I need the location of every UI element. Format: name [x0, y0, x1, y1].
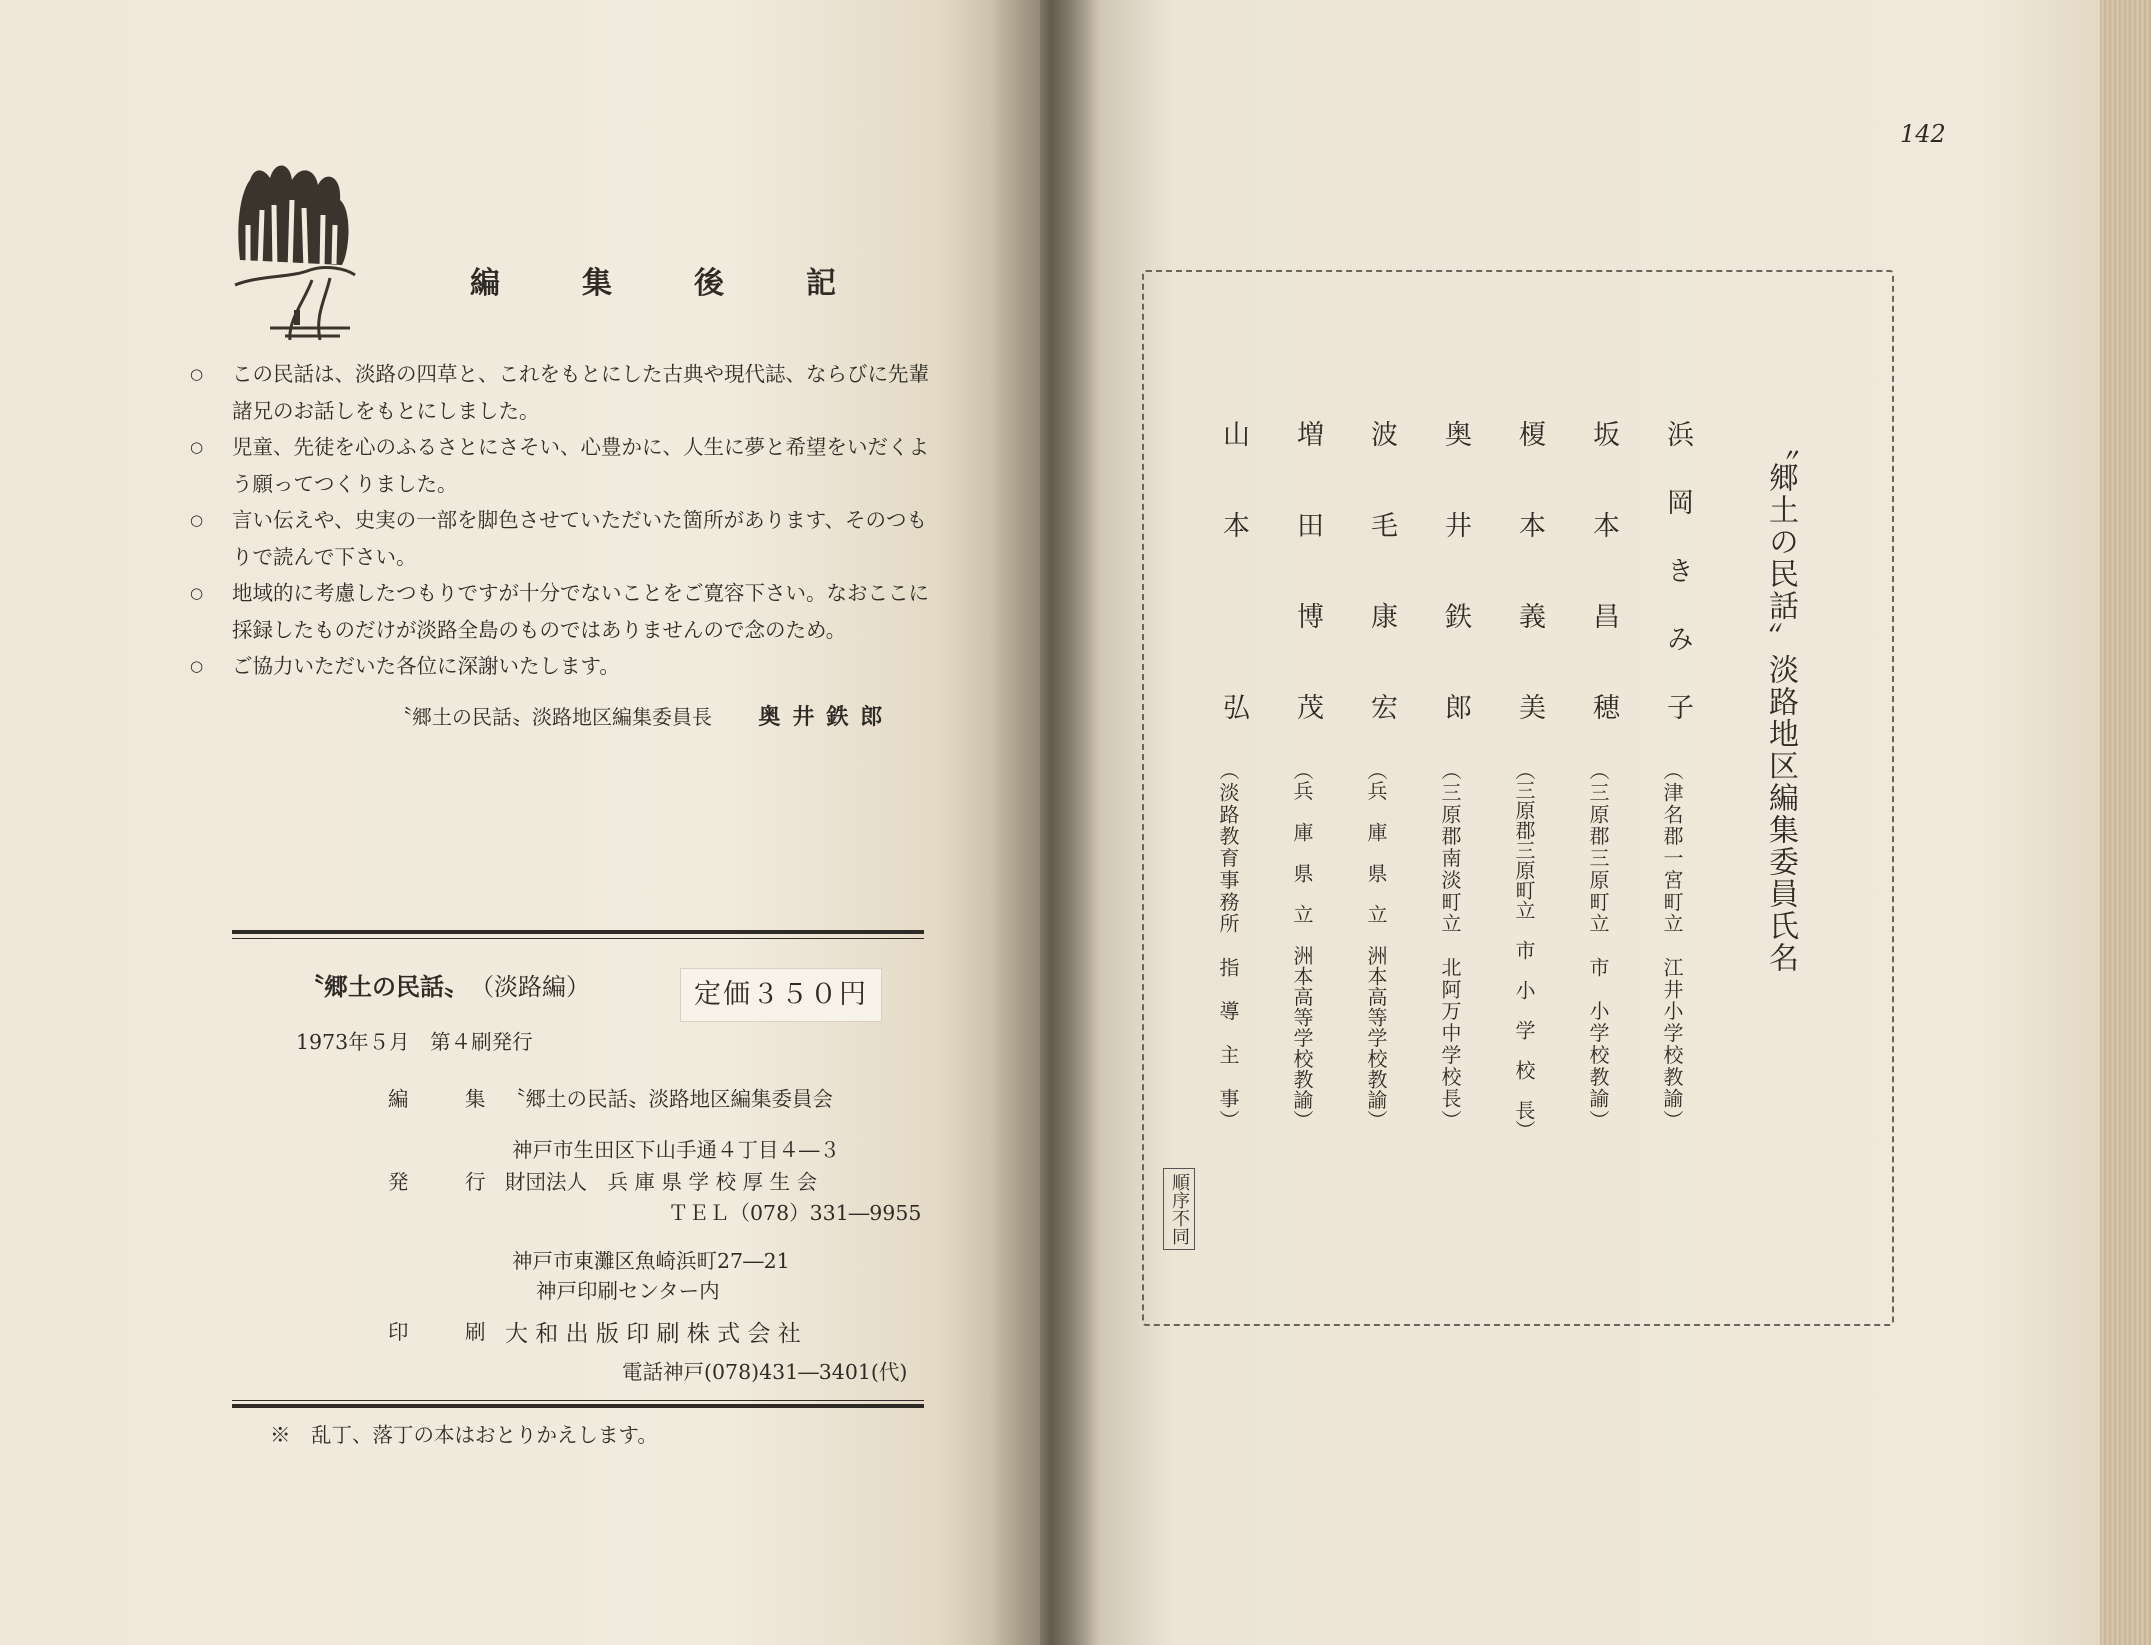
member-name: 榎本義美 [1514, 420, 1545, 720]
printer-address-2: 神戸印刷センター内 [536, 1279, 720, 1303]
left-page [0, 0, 1040, 1645]
publisher-name: 財団法人 兵 庫 県 学 校 厚 生 会 [505, 1170, 818, 1194]
member-entry [1362, 420, 1402, 1130]
bullet-icon: ○ [190, 511, 204, 529]
member-name: 坂本昌穂 [1588, 420, 1619, 720]
note-text: この民話は、淡路の四草と、これをもとにした古典や現代誌、ならびに先輩 諸兄のお話しをもとにしました。 [232, 362, 929, 423]
publisher-address: 神戸市生田区下山手通４丁目４―３ [512, 1138, 840, 1162]
printer-name: 大 和 出 版 印 刷 株 式 会 社 [505, 1321, 801, 1347]
member-name: 山本 弘 [1218, 420, 1249, 720]
note-text: 言い伝えや、史実の一部を脚色させていただいた箇所があります、そのつも りで読んで下さい。 [232, 508, 927, 569]
printer-tel: 電話神戸(078)431―3401(代) [622, 1360, 908, 1384]
list-item [190, 648, 970, 685]
book-title: 〝郷土の民話〟 [300, 972, 468, 1001]
colophon-bottom-rule [232, 1404, 924, 1408]
member-entry [1584, 420, 1624, 1130]
signature-name: 奥井鉄郎 [758, 704, 895, 730]
member-name: 波毛康宏 [1366, 420, 1397, 720]
editor-label: 編 集 [388, 1087, 504, 1111]
member-affiliation: （淡路教育事務所 指 導 主 事） [1216, 760, 1240, 1130]
note-text: 地域的に考慮したつもりですが十分でないことをご寛容下さい。なおここに 採録したものだけが淡路全島のものではありませんので念のため。 [232, 581, 929, 642]
member-entry [1658, 420, 1698, 1130]
bullet-icon: ○ [190, 584, 204, 602]
footnote: ※ 乱丁、落丁の本はおとりかえします。 [270, 1423, 658, 1447]
price-sticker: 定価３５０円 [680, 968, 882, 1022]
bullet-icon: ○ [190, 438, 204, 456]
bullet-icon: ○ [190, 365, 204, 383]
list-item [190, 502, 970, 575]
afterword-heading: 編 集 後 記 [470, 266, 862, 301]
printer-address-1: 神戸市東灘区魚崎浜町27―21 [512, 1249, 790, 1273]
committee-title: 〝郷土の民話〟淡路地区編集委員氏名 [1763, 430, 1798, 974]
member-name: 奥井鉄郎 [1440, 420, 1471, 720]
signature-org: 〝郷土の民話〟淡路地区編集委員長 [392, 705, 712, 729]
colophon-book-title [300, 967, 590, 1002]
printer-label: 印 刷 [388, 1320, 504, 1344]
colophon-bottom-rule-thin [232, 1400, 924, 1401]
note-text: 児童、先徒を心のふるさとにさそい、心豊かに、人生に夢と希望をいだくよ う願ってつくりました。 [232, 435, 929, 496]
member-entry [1214, 420, 1254, 1130]
note-text: ご協力いただいた各位に深謝いたします。 [232, 654, 620, 678]
book-gutter [990, 0, 1100, 1645]
member-affiliation: （兵 庫 県 立 洲本高等学校教諭） [1290, 760, 1314, 1130]
member-name: 浜岡きみ子 [1662, 420, 1693, 720]
list-item [190, 356, 970, 429]
member-affiliation: （三原郡三原町立 市 小 学 校 長） [1512, 760, 1536, 1140]
member-name: 増田博茂 [1292, 420, 1323, 720]
publisher-label: 発 行 [388, 1170, 504, 1194]
member-affiliation: （三原郡三原町立 市 小学校教諭） [1586, 760, 1610, 1130]
member-entry [1510, 420, 1550, 1140]
afterword-notes [190, 356, 970, 685]
colophon-top-rule [232, 930, 924, 934]
trees-illustration [230, 150, 360, 340]
member-affiliation: （兵 庫 県 立 洲本高等学校教諭） [1364, 760, 1388, 1130]
page-number: 142 [1900, 120, 1946, 148]
member-entry [1288, 420, 1328, 1130]
member-affiliation: （津名郡一宮町立 江井小学校教諭） [1660, 760, 1684, 1130]
edition-line: 1973年５月 第４刷発行 [296, 1030, 533, 1054]
member-affiliation: （三原郡南淡町立 北阿万中学校長） [1438, 760, 1462, 1130]
member-entry [1436, 420, 1476, 1130]
afterword-signature [392, 700, 894, 731]
book-subtitle: （淡路編） [482, 973, 590, 1001]
colophon-top-rule-thin [232, 938, 924, 939]
publisher-tel: ＴＥＬ（078）331―9955 [668, 1201, 922, 1225]
list-item [190, 575, 970, 648]
bullet-icon: ○ [190, 657, 204, 675]
editor-name: 〝郷土の民話〟淡路地区編集委員会 [505, 1087, 833, 1111]
order-note: 順序不同 [1163, 1168, 1195, 1250]
list-item [190, 429, 970, 502]
page-edges [2100, 0, 2151, 1645]
